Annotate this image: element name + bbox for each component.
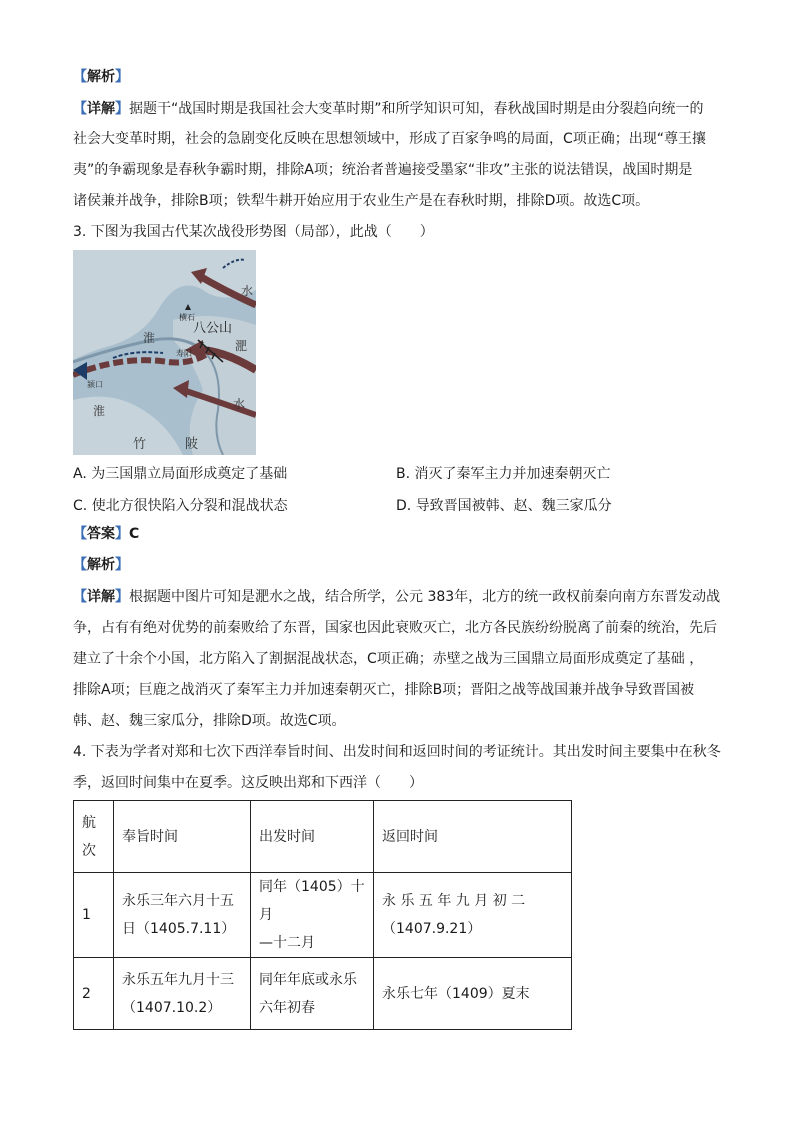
- q2-xiangjie-line-1: 【详解】据题干“战国时期是我国社会大变革时期”和所学知识可知，春秋战国时期是由分裂趋向统一的: [73, 101, 704, 117]
- map-label-yingkou: 颍口: [87, 380, 103, 389]
- map-label-zhu: 竹: [133, 437, 147, 452]
- q4-stem-line-2: 季，返回时间集中在夏季。这反映出郑和下西洋（ ）: [73, 775, 423, 791]
- q3-jiexi-label: 【解析】: [73, 557, 129, 573]
- battle-map-image: [73, 250, 256, 455]
- q3-xiangjie-line-5: 韩、赵、魏三家瓜分，排除D项。故选C项。: [73, 713, 346, 729]
- q3-xiangjie-line-2: 争，占有有绝对优势的前秦败给了东晋，国家也因此衰败灭亡，北方各民族纷纷脱离了前秦的统治，先后: [73, 620, 717, 636]
- table-cell: 永乐三年六月十五 日（1405.7.11）: [114, 873, 251, 958]
- table-cell: 1: [74, 873, 114, 958]
- header-cell-departure: 出发时间: [251, 801, 374, 873]
- q3-option-c[interactable]: C. 使北方很快陷入分裂和混战状态: [73, 498, 288, 514]
- map-label-huai: 淮: [143, 331, 156, 345]
- q3-option-a[interactable]: A. 为三国鼎立局面形成奠定了基础: [73, 466, 288, 482]
- header-cell-return: 返回时间: [374, 801, 572, 873]
- table-cell: 永 乐 五 年 九 月 初 二 （1407.9.21）: [374, 873, 572, 958]
- q4-stem-line-1: 4. 下表为学者对郑和七次下西洋奉旨时间、出发时间和返回时间的考证统计。其出发时间主要集中在秋冬: [73, 744, 721, 760]
- map-label-bagongshan: 八公山: [193, 321, 233, 336]
- table-cell: 永乐五年九月十三 （1407.10.2）: [114, 958, 251, 1030]
- table-header-row: [74, 801, 572, 873]
- table-row: [74, 958, 572, 1030]
- q3-xiangjie-line-4: 排除A项；巨鹿之战消灭了秦军主力并加速秦朝灭亡，排除B项；晋阳之战等战国兼并战争导致晋国被: [73, 682, 695, 698]
- q2-jiexi-label: 【解析】: [73, 69, 129, 85]
- table-row: [74, 873, 572, 958]
- q3-stem: 3. 下图为我国古代某次战役形势图（局部），此战（ ）: [73, 224, 434, 240]
- map-label-shui-top: 水: [241, 284, 254, 298]
- map-label-hengshi: 横石: [179, 313, 195, 322]
- map-label-ling: 陂: [185, 437, 199, 452]
- table-cell: 2: [74, 958, 114, 1030]
- q3-option-d[interactable]: D. 导致晋国被韩、赵、魏三家瓜分: [396, 498, 612, 514]
- map-label-huai-lower: 淮: [93, 404, 106, 418]
- map-label-shouyang: 寿阳: [176, 349, 192, 358]
- q2-xiangjie-line-4: 诸侯兼并战争，排除B项；铁犁牛耕开始应用于农业生产是在春秋时期，排除D项。故选C项。: [73, 193, 650, 209]
- map-label-shui-bottom: 水: [233, 397, 246, 411]
- q2-xiangjie-line-3: 夷”的争霸现象是春秋争霸时期，排除A项；统治者普遍接受墨家“非攻”主张的说法错误，战国时期是: [73, 162, 693, 178]
- header-cell-decree: 奉旨时间: [114, 801, 251, 873]
- table-cell: 永乐七年（1409）夏末: [374, 958, 572, 1030]
- q3-option-b[interactable]: B. 消灭了秦军主力并加速秦朝灭亡: [396, 466, 611, 482]
- q2-xiangjie-line-2: 社会大变革时期，社会的急剧变化反映在思想领域中，形成了百家争鸣的局面，C项正确；出现“尊王攘: [73, 131, 707, 147]
- header-cell-voyage: 航 次: [74, 801, 114, 873]
- map-label-fei: 淝: [235, 339, 248, 353]
- voyage-table: [73, 800, 572, 1030]
- q3-answer: 【答案】C: [73, 526, 140, 542]
- q3-xiangjie-line-3: 建立了十余个小国，北方陷入了割据混战状态，C项正确；赤壁之战为三国鼎立局面形成奠定了基础 ，: [73, 651, 704, 667]
- table-cell: 同年（1405）十月 —十二月: [251, 873, 374, 958]
- q3-xiangjie-line-1: 【详解】根据题中图片可知是淝水之战，结合所学，公元 383年，北方的统一政权前秦向南方东晋发动战: [73, 589, 721, 605]
- table-cell: 同年年底或永乐 六年初春: [251, 958, 374, 1030]
